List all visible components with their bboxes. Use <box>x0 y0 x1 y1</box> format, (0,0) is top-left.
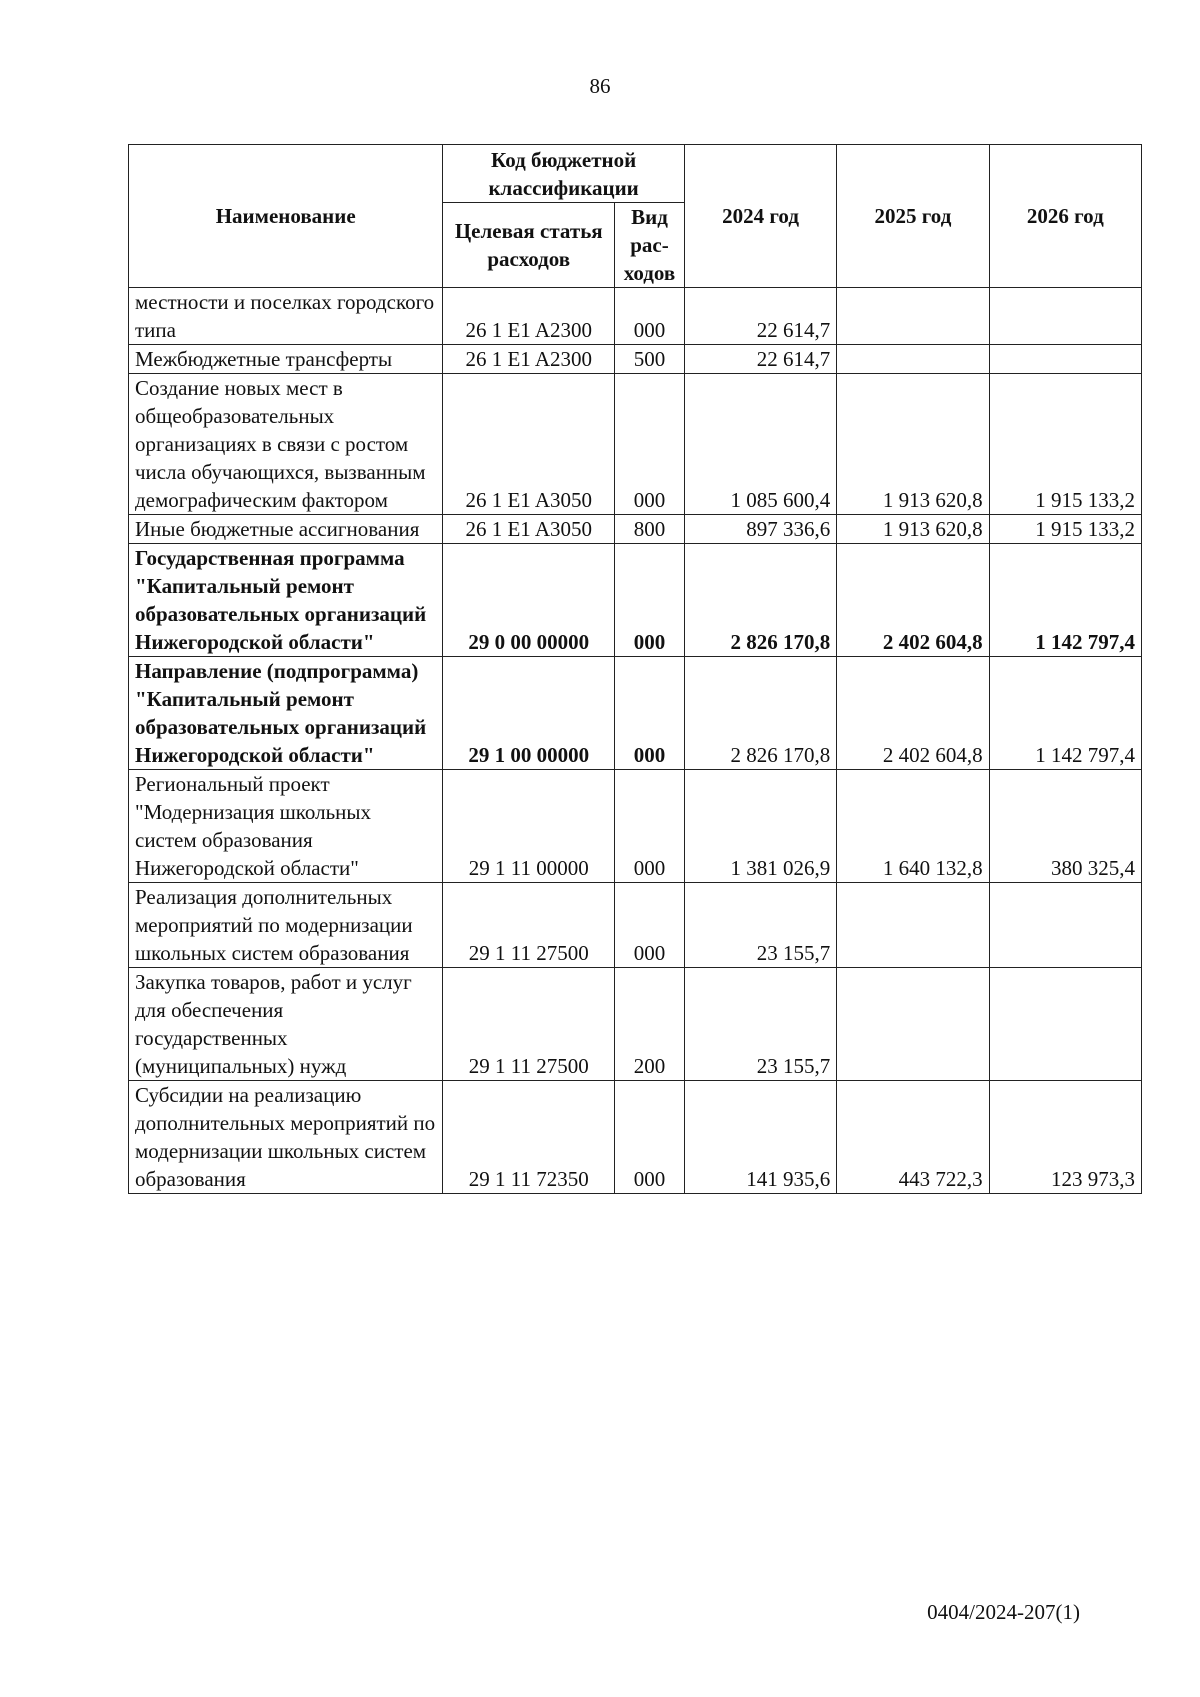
table-header <box>129 145 1142 288</box>
row-name-cell: местности и поселках городского типа <box>129 288 443 345</box>
row-2026-value-cell: 1 915 133,2 <box>989 515 1141 544</box>
table-row <box>129 515 1142 544</box>
table-row <box>129 657 1142 770</box>
header-year-2024: 2024 год <box>684 145 836 288</box>
row-name-cell: Реализация дополнительных мероприятий по модернизации школьных систем образования <box>129 883 443 968</box>
header-expense-kind: Вид рас-ходов <box>615 203 685 288</box>
row-target-article-cell: 26 1 E1 A3050 <box>443 374 615 515</box>
page-number: 86 <box>589 74 611 98</box>
budget-table <box>128 144 1142 1194</box>
row-name-cell: Межбюджетные трансферты <box>129 345 443 374</box>
header-classification-code: Код бюджетной классификации <box>443 145 684 203</box>
row-2024-value-cell: 23 155,7 <box>684 883 836 968</box>
table-row <box>129 883 1142 968</box>
row-expense-kind-cell: 000 <box>615 883 685 968</box>
row-target-article-cell: 29 1 11 27500 <box>443 883 615 968</box>
row-target-article-cell: 26 1 E1 A2300 <box>443 288 615 345</box>
table-row <box>129 770 1142 883</box>
row-name-cell: Создание новых мест в общеобразовательных организациях в связи с ростом числа обучающихся, вызванным демографическим фактором <box>129 374 443 515</box>
row-name-cell: Направление (подпрограмма) "Капитальный ремонт образовательных организаций Нижегородской области" <box>129 657 443 770</box>
row-target-article-cell: 26 1 E1 A2300 <box>443 345 615 374</box>
row-2026-value-cell: 1 142 797,4 <box>989 544 1141 657</box>
row-target-article-cell: 29 1 11 72350 <box>443 1081 615 1194</box>
header-year-2026: 2026 год <box>989 145 1141 288</box>
row-2026-value-cell <box>989 968 1141 1081</box>
row-target-article-cell: 29 0 00 00000 <box>443 544 615 657</box>
row-target-article-cell: 29 1 11 00000 <box>443 770 615 883</box>
row-2024-value-cell: 22 614,7 <box>684 288 836 345</box>
row-2025-value-cell: 1 913 620,8 <box>837 515 989 544</box>
row-2026-value-cell <box>989 883 1141 968</box>
table-row <box>129 288 1142 345</box>
row-expense-kind-cell: 500 <box>615 345 685 374</box>
row-2025-value-cell: 443 722,3 <box>837 1081 989 1194</box>
row-2026-value-cell: 1 915 133,2 <box>989 374 1141 515</box>
row-2026-value-cell: 123 973,3 <box>989 1081 1141 1194</box>
row-2025-value-cell: 2 402 604,8 <box>837 544 989 657</box>
row-2024-value-cell: 897 336,6 <box>684 515 836 544</box>
row-2024-value-cell: 23 155,7 <box>684 968 836 1081</box>
row-2026-value-cell: 380 325,4 <box>989 770 1141 883</box>
row-2024-value-cell: 1 085 600,4 <box>684 374 836 515</box>
row-name-cell: Государственная программа "Капитальный ремонт образовательных организаций Нижегородской области" <box>129 544 443 657</box>
row-2026-value-cell <box>989 288 1141 345</box>
row-target-article-cell: 29 1 00 00000 <box>443 657 615 770</box>
row-name-cell: Иные бюджетные ассигнования <box>129 515 443 544</box>
row-2026-value-cell: 1 142 797,4 <box>989 657 1141 770</box>
row-expense-kind-cell: 800 <box>615 515 685 544</box>
table-row <box>129 544 1142 657</box>
row-2025-value-cell <box>837 288 989 345</box>
row-expense-kind-cell: 200 <box>615 968 685 1081</box>
table-row <box>129 345 1142 374</box>
row-name-cell: Региональный проект "Модернизация школьных систем образования Нижегородской области" <box>129 770 443 883</box>
header-name: Наименование <box>129 145 443 288</box>
row-2026-value-cell <box>989 345 1141 374</box>
table-row <box>129 1081 1142 1194</box>
row-2024-value-cell: 2 826 170,8 <box>684 657 836 770</box>
row-expense-kind-cell: 000 <box>615 544 685 657</box>
document-code: 0404/2024-207(1) <box>927 1600 1080 1624</box>
row-2025-value-cell: 1 640 132,8 <box>837 770 989 883</box>
row-target-article-cell: 26 1 E1 A3050 <box>443 515 615 544</box>
row-name-cell: Субсидии на реализацию дополнительных мероприятий по модернизации школьных систем образования <box>129 1081 443 1194</box>
row-expense-kind-cell: 000 <box>615 657 685 770</box>
row-2024-value-cell: 1 381 026,9 <box>684 770 836 883</box>
row-2024-value-cell: 22 614,7 <box>684 345 836 374</box>
table-body <box>129 288 1142 1194</box>
row-expense-kind-cell: 000 <box>615 374 685 515</box>
header-year-2025: 2025 год <box>837 145 989 288</box>
row-2025-value-cell <box>837 968 989 1081</box>
table-row <box>129 374 1142 515</box>
row-2024-value-cell: 2 826 170,8 <box>684 544 836 657</box>
header-target-article: Целевая статья расходов <box>443 203 615 288</box>
row-expense-kind-cell: 000 <box>615 770 685 883</box>
row-expense-kind-cell: 000 <box>615 1081 685 1194</box>
row-name-cell: Закупка товаров, работ и услуг для обеспечения государственных (муниципальных) нужд <box>129 968 443 1081</box>
row-expense-kind-cell: 000 <box>615 288 685 345</box>
row-2025-value-cell <box>837 345 989 374</box>
row-2025-value-cell: 1 913 620,8 <box>837 374 989 515</box>
table-row <box>129 968 1142 1081</box>
row-2025-value-cell: 2 402 604,8 <box>837 657 989 770</box>
row-2025-value-cell <box>837 883 989 968</box>
row-target-article-cell: 29 1 11 27500 <box>443 968 615 1081</box>
row-2024-value-cell: 141 935,6 <box>684 1081 836 1194</box>
